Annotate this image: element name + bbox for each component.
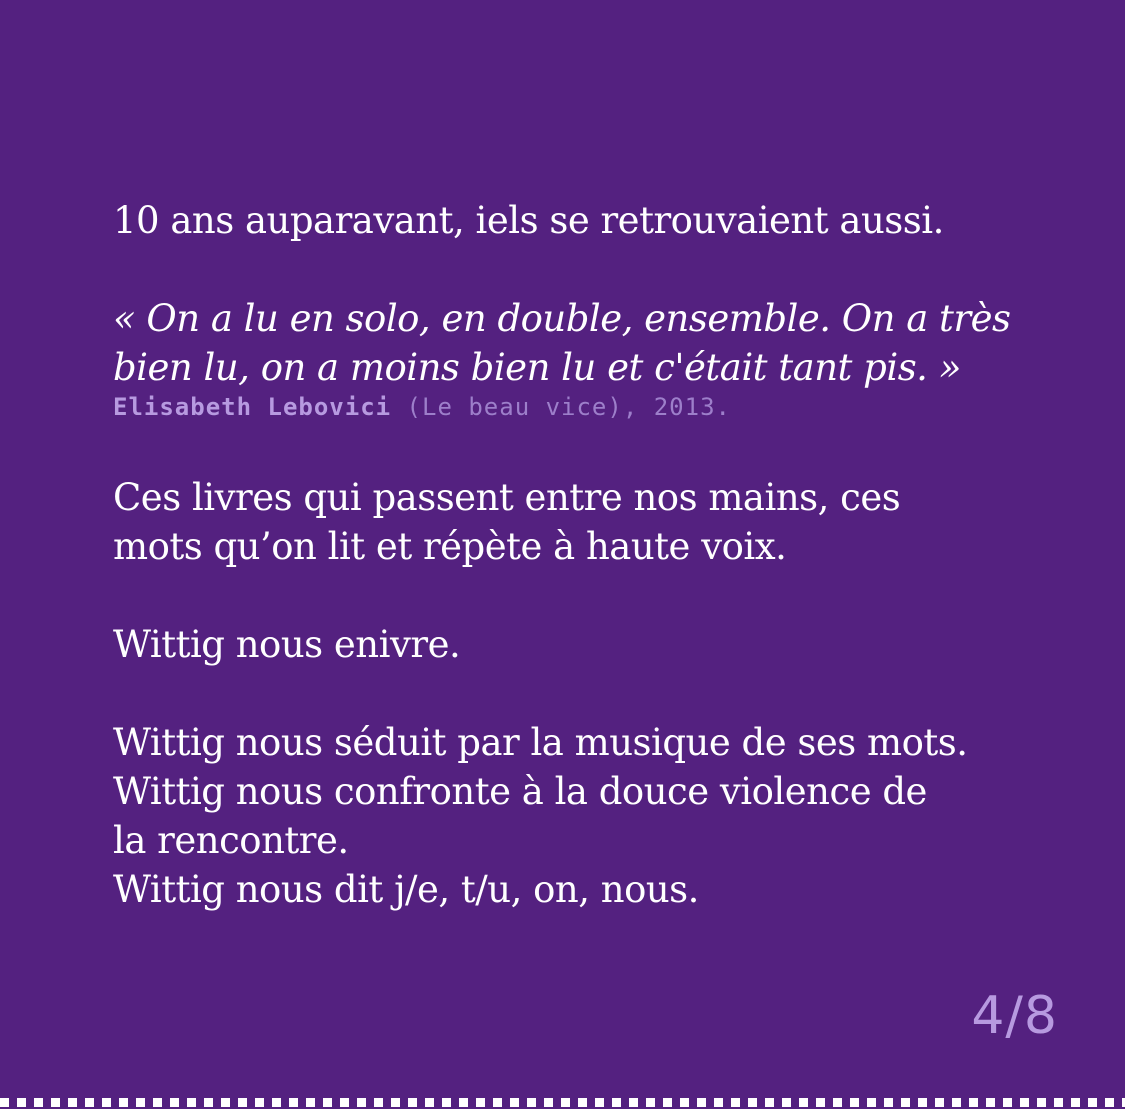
quote-line: « On a lu en solo, en double, ensemble. On a très — [113, 297, 1011, 340]
quote-citation — [113, 392, 1073, 422]
paragraph-line: Wittig nous dit j/e, t/u, on, nous. — [113, 868, 699, 911]
page-indicator: 4/8 — [971, 986, 1058, 1046]
paragraph-line: Wittig nous confronte à la douce violence de — [113, 770, 927, 813]
quote-line: bien lu, on a moins bien lu et c'était tant pis. » — [113, 346, 961, 389]
paragraph-books — [113, 473, 1073, 571]
slide-content — [113, 196, 1073, 914]
paragraph-line: Wittig nous séduit par la musique de ses mots. — [113, 721, 968, 764]
paragraph-line: la rencontre. — [113, 819, 349, 862]
quote-block — [113, 294, 1073, 392]
paragraph-enivre: Wittig nous enivre. — [113, 623, 461, 666]
paragraph-line: Ces livres qui passent entre nos mains, ces — [113, 476, 901, 519]
quote-source: (Le beau vice), 2013. — [391, 393, 731, 421]
paragraph-line: mots qu’on lit et répète à haute voix. — [113, 525, 787, 568]
quote-author: Elisabeth Lebovici — [113, 393, 392, 421]
paragraph-wittig — [113, 718, 1073, 914]
intro-text: 10 ans auparavant, iels se retrouvaient aussi. — [113, 199, 944, 242]
dashed-border-divider — [0, 1098, 1125, 1107]
